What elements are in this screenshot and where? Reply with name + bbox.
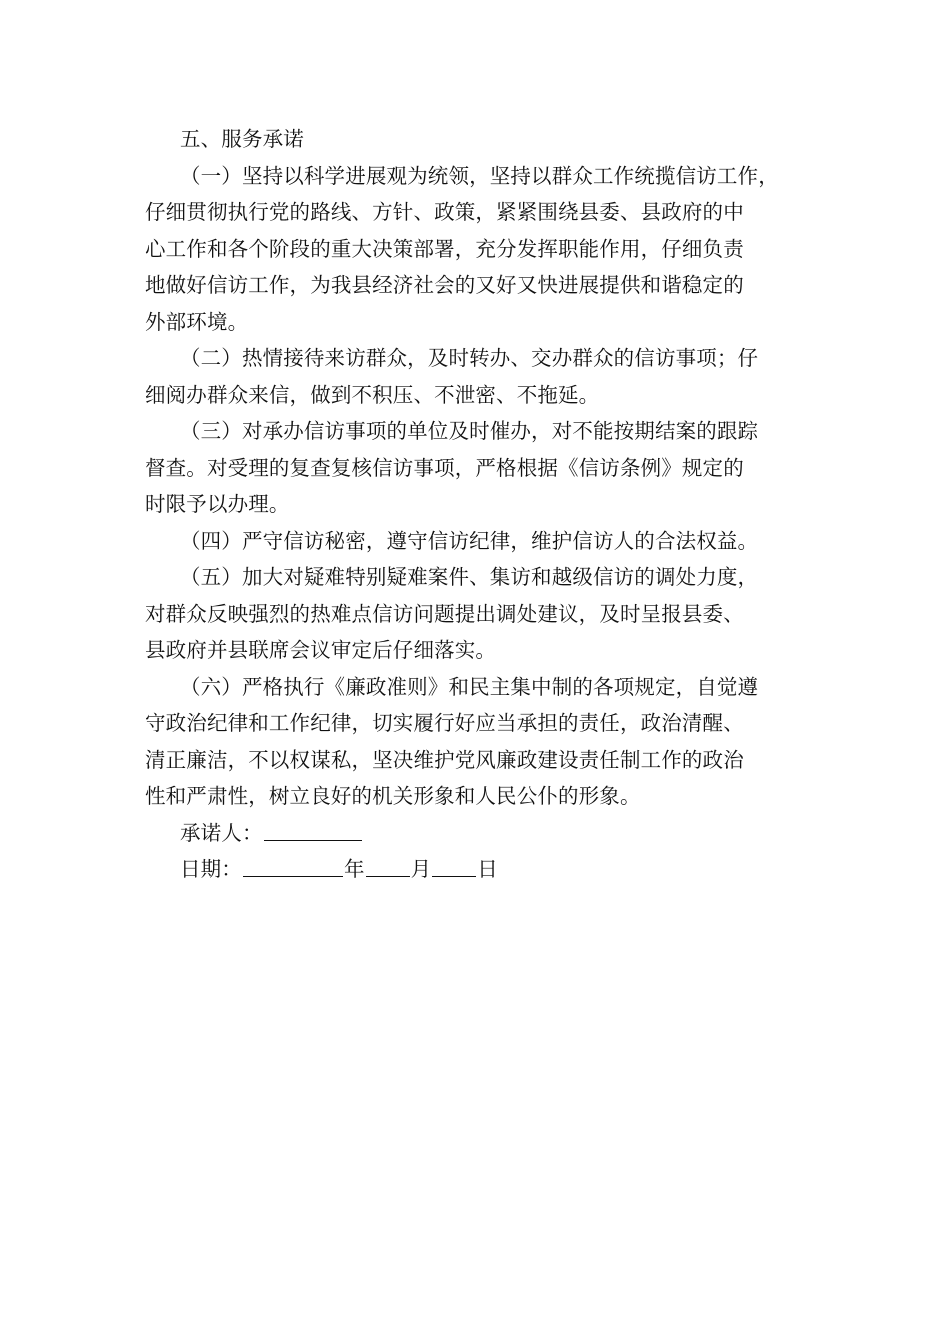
year-blank [243,854,343,877]
paragraph-line: （一）坚持以科学进展观为统领，坚持以群众工作统揽信访工作， [180,163,779,188]
paragraph-line: 地做好信访工作，为我县经济社会的又好又快进展提供和谐稳定的 [145,273,744,297]
paragraph-line: 性和严肃性，树立良好的机关形象和人民公仆的形象。 [145,784,641,808]
paragraph-line: （三）对承办信访事项的单位及时催办，对不能按期结案的跟踪 [180,419,759,443]
date-label: 日期： [180,857,242,881]
document-body [145,121,817,888]
paragraph-1 [145,158,817,341]
promisor-label: 承诺人： [180,820,263,845]
paragraph-2 [145,340,817,413]
paragraph-line: 县政府并县联席会议审定后仔细落实。 [145,638,497,662]
promisor-blank [264,818,362,841]
paragraph-line: 外部环境。 [145,309,249,334]
paragraph-line: 时限予以办理。 [145,492,290,516]
day-blank [432,854,476,877]
paragraph-line: 细阅办群众来信，做到不积压、不泄密、不拖延。 [145,382,600,407]
paragraph-4 [145,523,817,560]
promisor-row [145,815,817,852]
paragraph-3 [145,413,817,523]
paragraph-line: 对群众反映强烈的热难点信访问题提出调处建议，及时呈报县委、 [145,601,744,626]
paragraph-line: （五）加大对疑难特别疑难案件、集访和越级信访的调处力度， [180,565,759,589]
paragraph-line: 守政治纪律和工作纪律，切实履行好应当承担的责任，政治清醒、 [145,711,744,735]
year-label: 年 [343,857,365,881]
day-label: 日 [477,857,498,881]
date-row [145,851,817,888]
paragraph-line: （二）热情接待来访群众，及时转办、交办群众的信访事项；仔 [180,346,759,370]
paragraph-line: 清正廉洁，不以权谋私，坚决维护党风廉政建设责任制工作的政治 [145,747,744,772]
section-title: 五、服务承诺 [180,127,304,151]
paragraph-line: 仔细贯彻执行党的路线、方针、政策，紧紧围绕县委、县政府的中 [145,200,744,224]
paragraph-line: 心工作和各个阶段的重大决策部署，充分发挥职能作用，仔细负责 [145,236,744,261]
paragraph-line: （六）严格执行《廉政准则》和民主集中制的各项规定，自觉遵 [180,674,759,699]
paragraph-5 [145,559,817,669]
paragraph-6 [145,669,817,815]
paragraph-line: （四）严守信访秘密，遵守信访纪律，维护信访人的合法权益。 [180,528,759,553]
month-label: 月 [410,857,432,881]
month-blank [366,854,410,877]
paragraph-line: 督查。对受理的复查复核信访事项，严格根据《信访条例》规定的 [145,455,744,480]
